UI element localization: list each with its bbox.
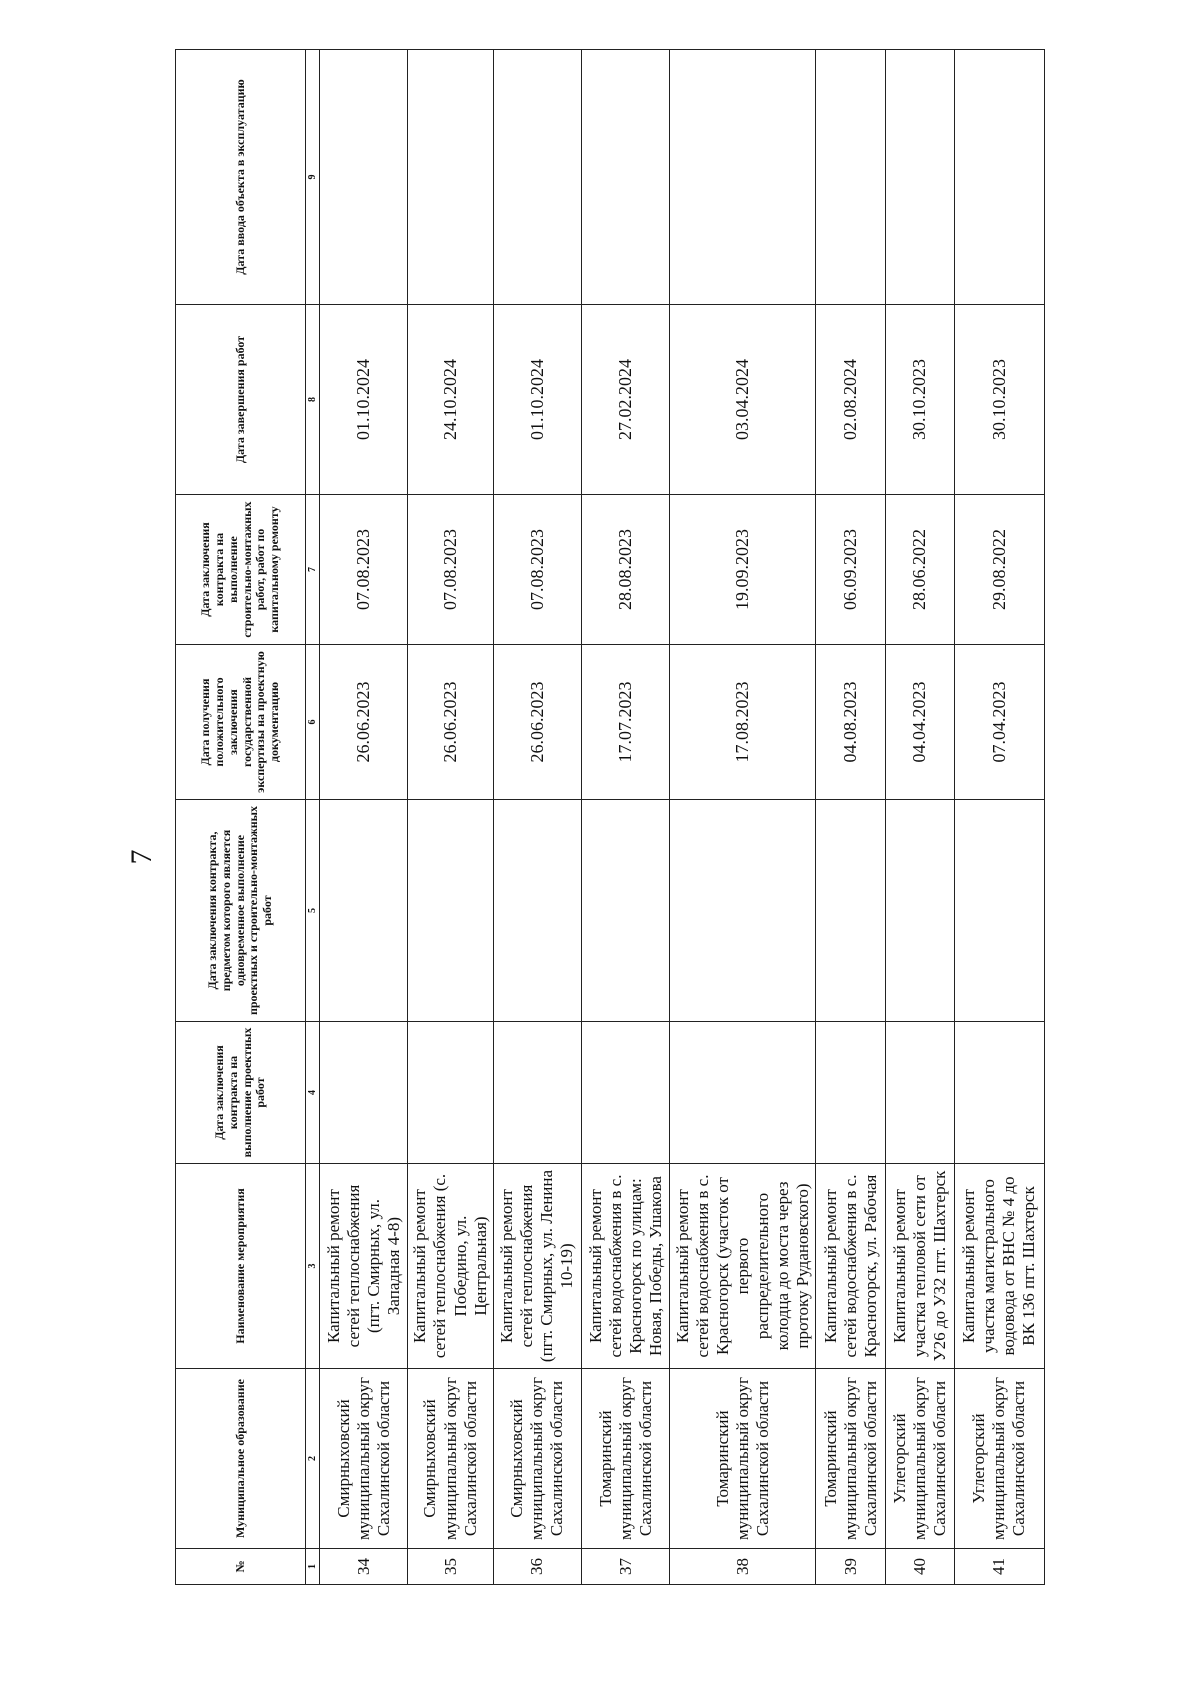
row-combined-contract-date	[582, 800, 670, 1022]
table-row	[816, 50, 886, 1585]
header-num: №	[176, 1549, 306, 1585]
row-construction-contract-date: 06.09.2023	[816, 495, 886, 645]
column-number: 3	[306, 1164, 320, 1369]
row-expertise-date: 07.04.2023	[954, 645, 1044, 800]
row-commissioning-date	[816, 50, 886, 305]
header-completion-date: Дата завершения работ	[176, 305, 306, 495]
row-name: Капитальный ремонт сетей теплоснабжения (пгт. Смирных, ул. Западная 4-8)	[320, 1164, 408, 1369]
row-design-contract-date	[493, 1022, 581, 1164]
row-name: Капитальный ремонт сетей водоснабжения в с. Красногорск по улицам: Новая, Победы, Ушакова	[582, 1164, 670, 1369]
row-completion-date: 01.10.2024	[320, 305, 408, 495]
row-construction-contract-date: 29.08.2022	[954, 495, 1044, 645]
row-construction-contract-date: 07.08.2023	[408, 495, 493, 645]
row-municipality: Смирныховский муниципальный округ Сахалинской области	[320, 1369, 408, 1549]
row-completion-date: 24.10.2024	[408, 305, 493, 495]
row-name: Капитальный ремонт участка тепловой сети от У26 до У32 пгт. Шахтерск	[886, 1164, 954, 1369]
row-design-contract-date	[670, 1022, 816, 1164]
row-municipality: Томаринский муниципальный округ Сахалинской области	[670, 1369, 816, 1549]
row-expertise-date: 17.07.2023	[582, 645, 670, 800]
row-name: Капитальный ремонт сетей теплоснабжения (с. Победино, ул. Центральная)	[408, 1164, 493, 1369]
row-construction-contract-date: 28.06.2022	[886, 495, 954, 645]
table-row	[670, 50, 816, 1585]
row-commissioning-date	[408, 50, 493, 305]
row-commissioning-date	[582, 50, 670, 305]
header-combined-contract-date: Дата заключения контракта, предметом которого является одновременное выполнение проектных и строительно-монтажных работ	[176, 800, 306, 1022]
row-construction-contract-date: 19.09.2023	[670, 495, 816, 645]
row-municipality: Смирныховский муниципальный округ Сахалинской области	[493, 1369, 581, 1549]
page-number: 7	[125, 849, 158, 865]
column-number: 9	[306, 50, 320, 305]
row-combined-contract-date	[816, 800, 886, 1022]
row-municipality: Углегорский муниципальный округ Сахалинской области	[954, 1369, 1044, 1549]
table-row	[582, 50, 670, 1585]
header-name: Наименование мероприятия	[176, 1164, 306, 1369]
row-completion-date: 02.08.2024	[816, 305, 886, 495]
row-num: 34	[320, 1549, 408, 1585]
row-num: 39	[816, 1549, 886, 1585]
table-row	[493, 50, 581, 1585]
row-design-contract-date	[408, 1022, 493, 1164]
row-num: 38	[670, 1549, 816, 1585]
row-name: Капитальный ремонт участка магистрального водовода от ВНС № 4 до ВК 136 пгт. Шахтерск	[954, 1164, 1044, 1369]
row-expertise-date: 26.06.2023	[493, 645, 581, 800]
table-row	[886, 50, 954, 1585]
row-expertise-date: 26.06.2023	[320, 645, 408, 800]
row-design-contract-date	[320, 1022, 408, 1164]
row-design-contract-date	[954, 1022, 1044, 1164]
row-name: Капитальный ремонт сетей водоснабжения в с. Красногорск, ул. Рабочая	[816, 1164, 886, 1369]
header-design-contract-date: Дата заключения контракта на выполнение проектных работ	[176, 1022, 306, 1164]
row-design-contract-date	[886, 1022, 954, 1164]
row-expertise-date: 04.04.2023	[886, 645, 954, 800]
table-row	[954, 50, 1044, 1585]
schedule-table	[175, 49, 1045, 1585]
row-combined-contract-date	[886, 800, 954, 1022]
row-num: 35	[408, 1549, 493, 1585]
row-completion-date: 01.10.2024	[493, 305, 581, 495]
row-num: 41	[954, 1549, 1044, 1585]
column-number: 4	[306, 1022, 320, 1164]
row-combined-contract-date	[670, 800, 816, 1022]
row-combined-contract-date	[320, 800, 408, 1022]
column-number: 2	[306, 1369, 320, 1549]
row-construction-contract-date: 07.08.2023	[320, 495, 408, 645]
row-expertise-date: 04.08.2023	[816, 645, 886, 800]
row-municipality: Томаринский муниципальный округ Сахалинской области	[582, 1369, 670, 1549]
row-expertise-date: 17.08.2023	[670, 645, 816, 800]
row-commissioning-date	[320, 50, 408, 305]
row-combined-contract-date	[954, 800, 1044, 1022]
row-num: 40	[886, 1549, 954, 1585]
table-row	[320, 50, 408, 1585]
row-commissioning-date	[954, 50, 1044, 305]
column-number: 8	[306, 305, 320, 495]
header-construction-contract-date: Дата заключения контракта на выполнение строительно-монтажных работ, работ по капитальному ремонту	[176, 495, 306, 645]
column-number: 1	[306, 1549, 320, 1585]
row-commissioning-date	[493, 50, 581, 305]
row-combined-contract-date	[493, 800, 581, 1022]
header-expertise-date: Дата получения положительного заключения государственной экспертизы на проектную документацию	[176, 645, 306, 800]
column-number: 5	[306, 800, 320, 1022]
header-municipality: Муниципальное образование	[176, 1369, 306, 1549]
row-completion-date: 03.04.2024	[670, 305, 816, 495]
row-commissioning-date	[670, 50, 816, 305]
row-name: Капитальный ремонт сетей водоснабжения в с. Красногорск (участок от первого распределительного колодца до моста через протоку Рудановского)	[670, 1164, 816, 1369]
table-row	[408, 50, 493, 1585]
row-completion-date: 30.10.2023	[954, 305, 1044, 495]
row-commissioning-date	[886, 50, 954, 305]
row-completion-date: 30.10.2023	[886, 305, 954, 495]
row-completion-date: 27.02.2024	[582, 305, 670, 495]
row-num: 37	[582, 1549, 670, 1585]
row-municipality: Томаринский муниципальный округ Сахалинской области	[816, 1369, 886, 1549]
row-design-contract-date	[582, 1022, 670, 1164]
row-design-contract-date	[816, 1022, 886, 1164]
column-number: 6	[306, 645, 320, 800]
column-number-row	[306, 50, 320, 1585]
row-municipality: Углегорский муниципальный округ Сахалинской области	[886, 1369, 954, 1549]
row-expertise-date: 26.06.2023	[408, 645, 493, 800]
row-name: Капитальный ремонт сетей теплоснабжения (пгт. Смирных, ул. Ленина 10-19)	[493, 1164, 581, 1369]
row-combined-contract-date	[408, 800, 493, 1022]
rotated-table-container	[175, 50, 1045, 1585]
row-construction-contract-date: 07.08.2023	[493, 495, 581, 645]
row-municipality: Смирныховский муниципальный округ Сахалинской области	[408, 1369, 493, 1549]
column-number: 7	[306, 495, 320, 645]
row-construction-contract-date: 28.08.2023	[582, 495, 670, 645]
header-commissioning-date: Дата ввода объекта в эксплуатацию	[176, 50, 306, 305]
row-num: 36	[493, 1549, 581, 1585]
header-row	[176, 50, 306, 1585]
